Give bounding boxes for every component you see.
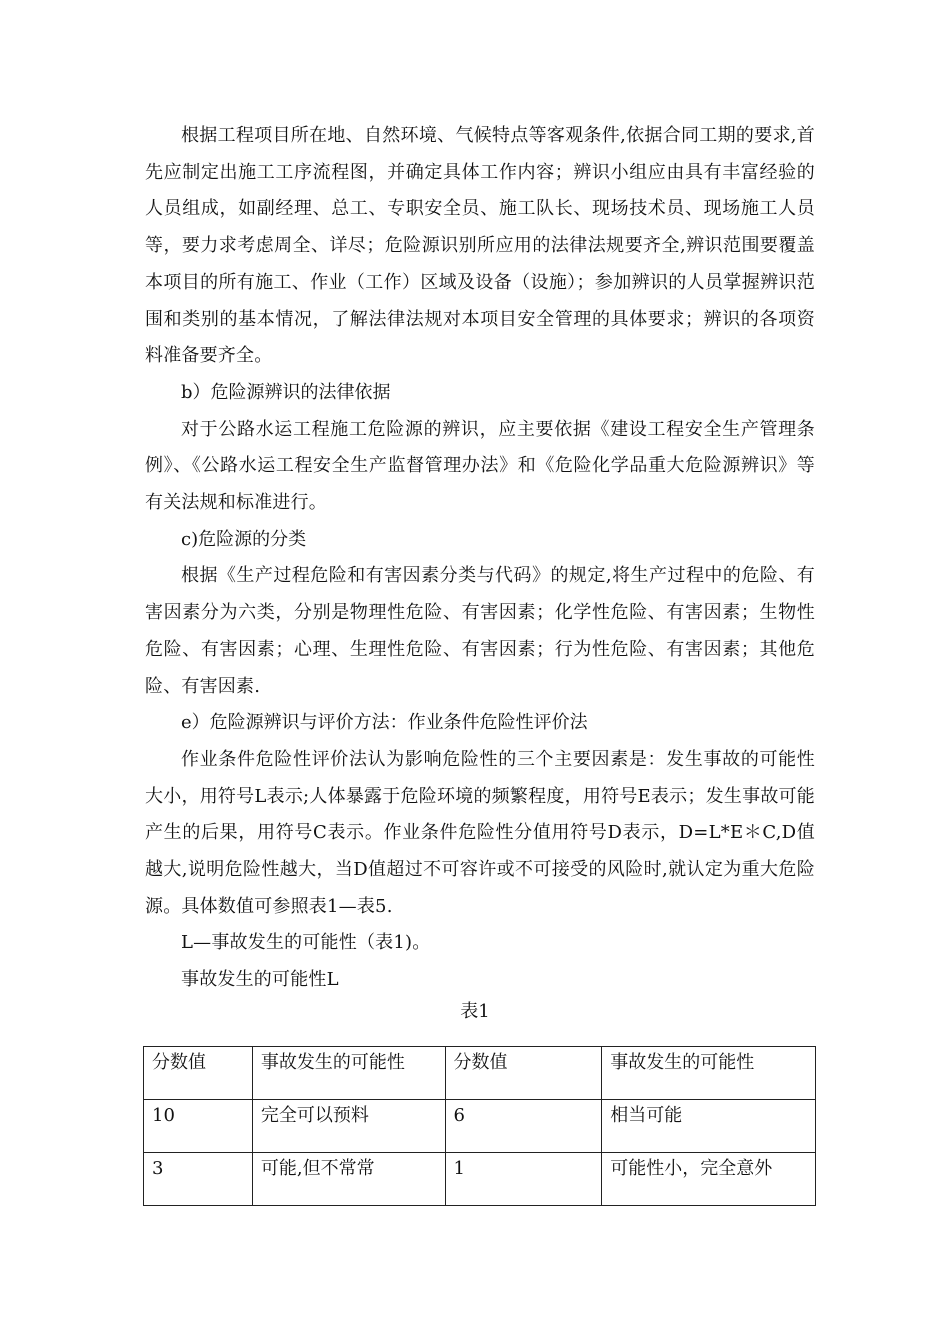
table-row (144, 1100, 816, 1153)
heading-legal-basis: b）危险源辨识的法律依据 (181, 381, 391, 403)
paragraph-l-definition: L—事故发生的可能性（表1)。 (181, 932, 431, 954)
table-cell: 可能性小，完全意外 (602, 1153, 816, 1206)
table-header-cell: 事故发生的可能性 (252, 1047, 445, 1100)
table-cell: 10 (144, 1100, 253, 1153)
table-header-cell: 分数值 (445, 1047, 602, 1100)
paragraph-evaluation-method: 作业条件危险性评价法认为影响危险性的三个主要因素是：发生事故的可能性大小，用符号L表示;人体暴露于危险环境的频繁程度，用符号E表示；发生事故可能产生的后果，用符号C表示。作业条件危险性分值用符号D表示，D=L*E＊C,D值越大,说明危险性越大，当D值超过不可容许或不可接受的风险时,就认定为重大危险源。具体数值可参照表1—表5. (145, 748, 815, 917)
paragraph-legal-basis: 对于公路水运工程施工危险源的辨识，应主要依据《建设工程安全生产管理条例》、《公路水运工程安全生产监督管理办法》和《危险化学品重大危险源辨识》等有关法规和标准进行。 (145, 418, 815, 514)
table-cell: 3 (144, 1153, 253, 1206)
body-text (145, 118, 815, 999)
table-cell: 可能,但不常常 (252, 1153, 445, 1206)
table-cell: 相当可能 (602, 1100, 816, 1153)
likelihood-table (143, 1046, 816, 1206)
table-header-cell: 事故发生的可能性 (602, 1047, 816, 1100)
table-caption: 表1 (460, 1001, 490, 1022)
paragraph-hazard-classification: 根据《生产过程危险和有害因素分类与代码》的规定,将生产过程中的危险、有害因素分为六类，分别是物理性危险、有害因素；化学性危险、有害因素；生物性危险、有害因素；心理、生理性危险、有害因素；行为性危险、有害因素；其他危险、有害因素. (145, 565, 815, 697)
table-cell: 6 (445, 1100, 602, 1153)
table-cell: 完全可以预料 (252, 1100, 445, 1153)
table-header-row (144, 1047, 816, 1100)
table-header-cell: 分数值 (144, 1047, 253, 1100)
paragraph-identification-conditions: 根据工程项目所在地、自然环境、气候特点等客观条件,依据合同工期的要求,首先应制定出施工工序流程图，并确定具体工作内容；辨识小组应由具有丰富经验的人员组成，如副经理、总工、专职安全员、施工队长、现场技术员、现场施工人员等，要力求考虑周全、详尽；危险源识别所应用的法律法规要齐全,辨识范围要覆盖本项目的所有施工、作业（工作）区域及设备（设施）；参加辨识的人员掌握辨识范围和类别的基本情况，了解法律法规对本项目安全管理的具体要求；辨识的各项资料准备要齐全。 (145, 125, 815, 367)
table-cell: 1 (445, 1153, 602, 1206)
heading-hazard-classification: c)危险源的分类 (181, 528, 307, 550)
paragraph-l-label: 事故发生的可能性L (181, 969, 339, 991)
table-row (144, 1153, 816, 1206)
heading-evaluation-method: e）危险源辨识与评价方法：作业条件危险性评价法 (181, 712, 588, 734)
